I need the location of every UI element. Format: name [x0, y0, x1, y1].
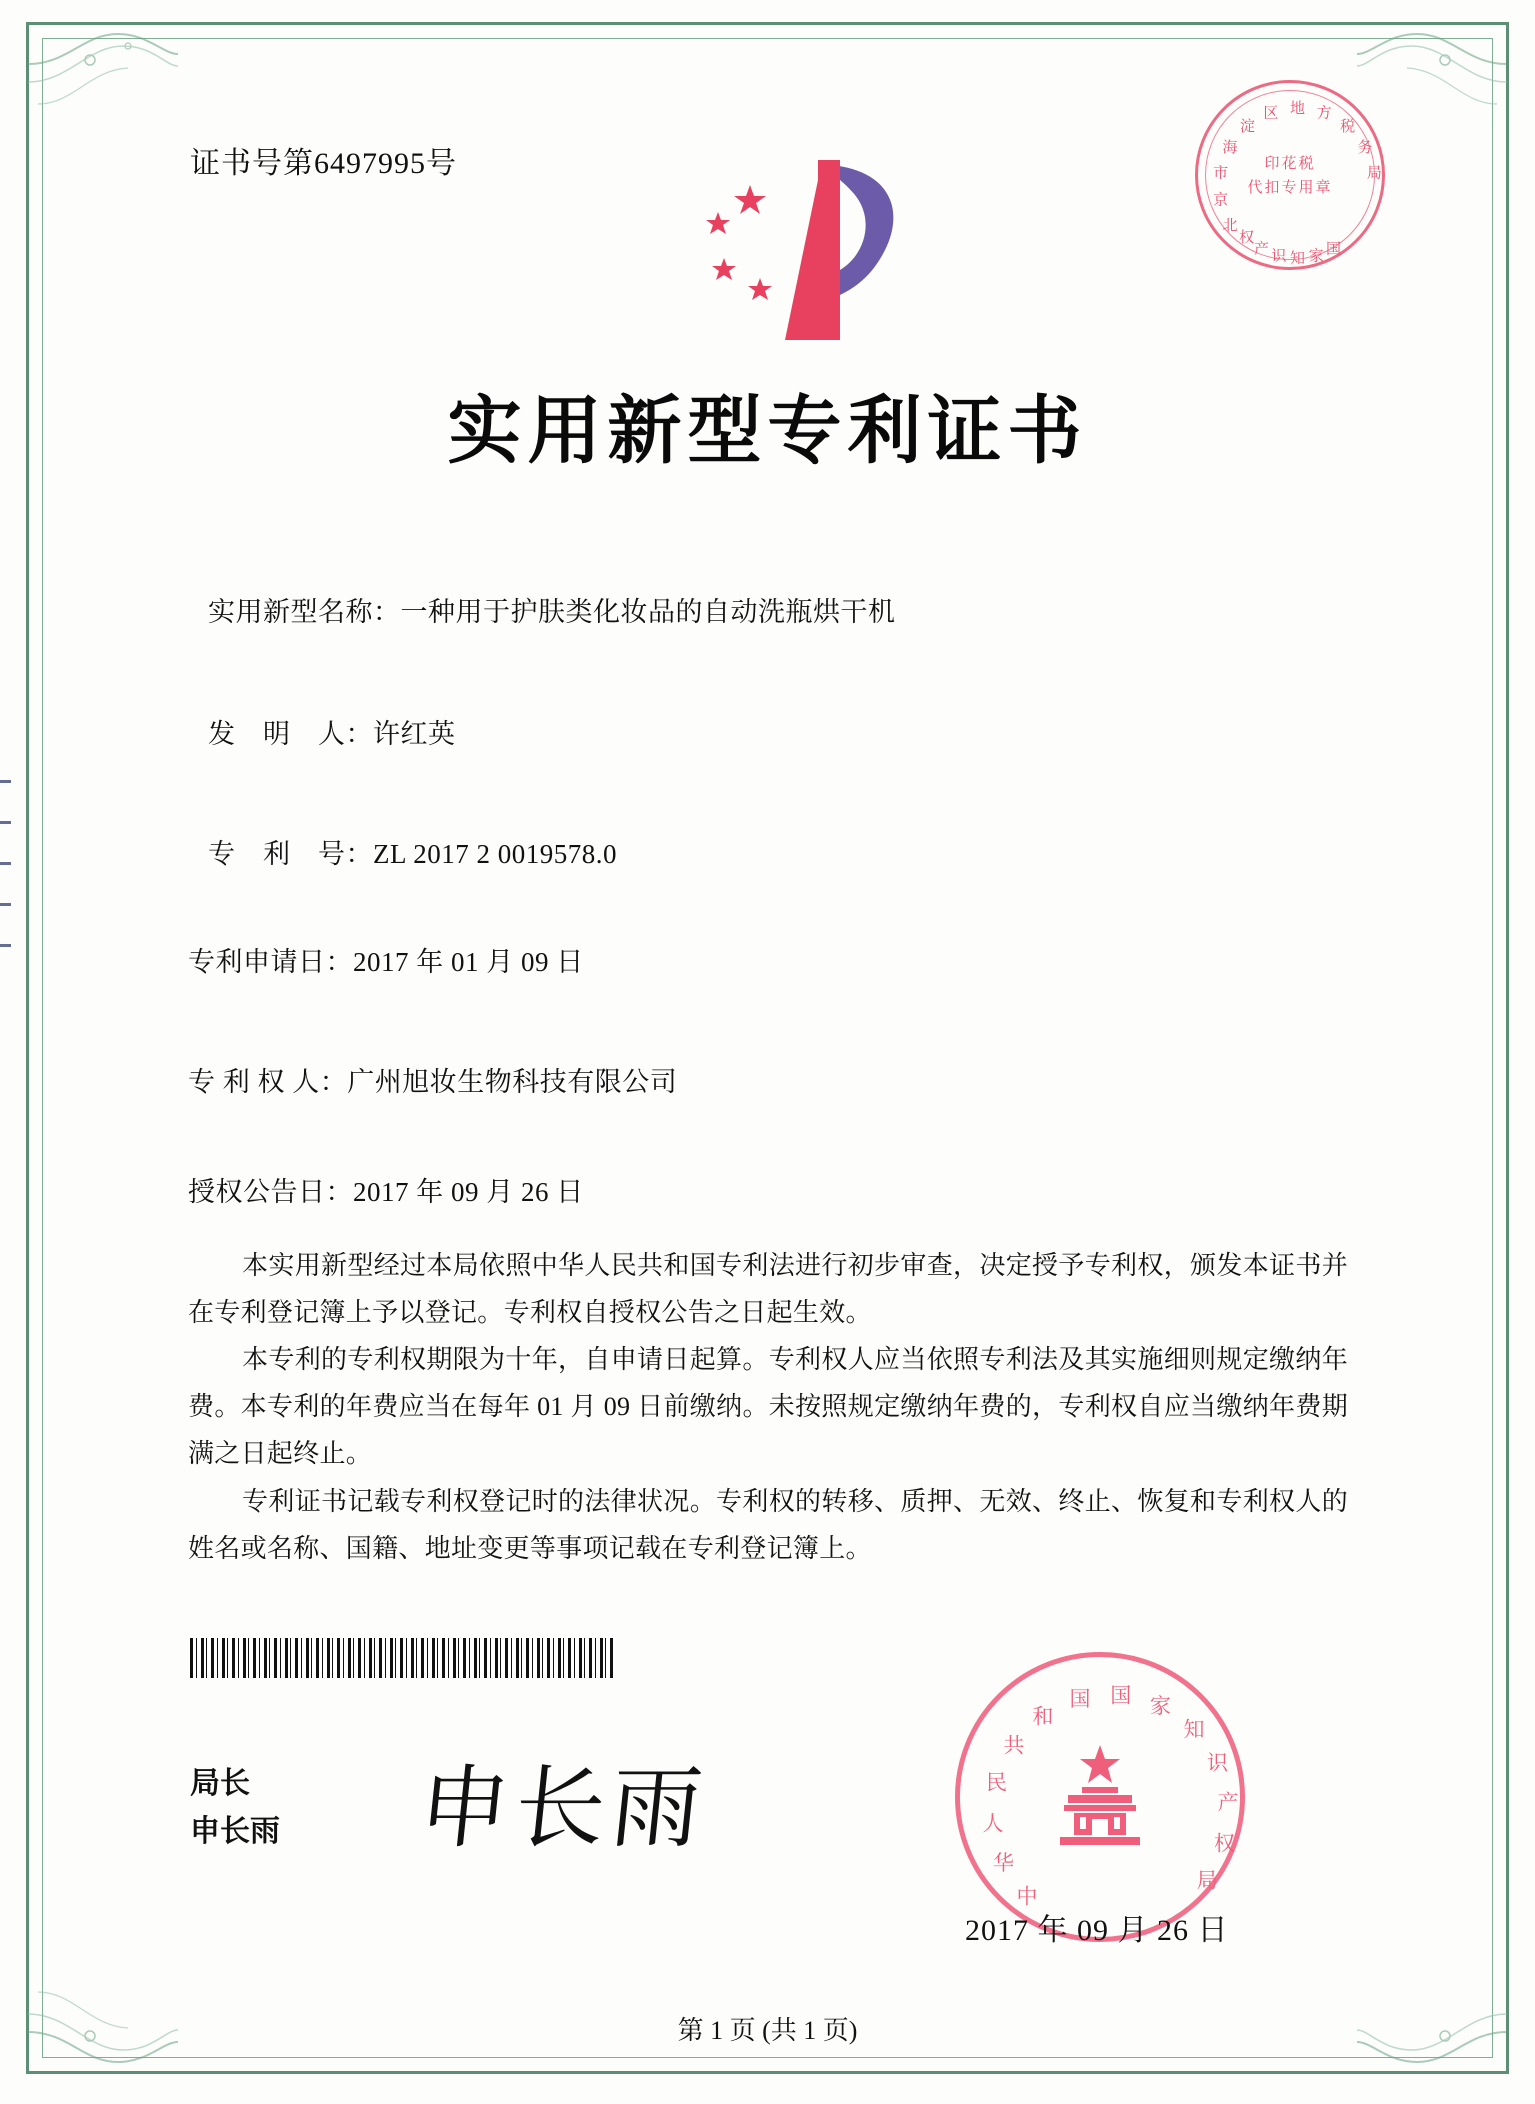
official-seal — [955, 1652, 1245, 1942]
handwritten-signature: 申长雨 — [413, 1756, 713, 1861]
signature-role: 局长 — [190, 1767, 250, 1800]
field-inventor: 发 明 人：许红英 — [208, 719, 456, 749]
field-utility-model-name: 实用新型名称：一种用于护肤类化妆品的自动洗瓶烘干机 — [208, 597, 896, 627]
paragraph-1 — [188, 1242, 1348, 1336]
official-seal-arc-text: 中 华 人 民 共 和 国 国 家 知 识 产 权 局 — [982, 1684, 1239, 1909]
tax-seal-arc-text: 北 京 市 海 淀 区 地 方 税 务 局 国 家 知 识 产 权 — [1213, 100, 1382, 267]
field-application-date: 专利申请日：2017 年 01 月 09 日 — [188, 947, 584, 977]
paragraph-1-text: 本实用新型经过本局依照中华人民共和国专利法进行初步审查，决定授予专利权，颁发本证书并在专利登记簿上予以登记。专利权自授权公告之日起生效。 — [188, 1251, 1348, 1327]
field-patent-number: 专 利 号：ZL 2017 2 0019578.0 — [208, 839, 617, 869]
tax-seal-line2: 代扣专用章 — [1247, 179, 1333, 196]
paragraph-2 — [188, 1336, 1348, 1477]
paragraph-3-text: 专利证书记载专利权登记时的法律状况。专利权的转移、质押、无效、终止、恢复和专利权人的姓名或名称、国籍、地址变更等事项记载在专利登记簿上。 — [188, 1487, 1348, 1563]
certificate-number: 证书号第6497995号 — [190, 147, 457, 180]
page-title: 实用新型专利证书 — [447, 391, 1088, 473]
field-grant-announcement-date: 授权公告日：2017 年 09 月 26 日 — [188, 1177, 584, 1207]
field-patentee: 专 利 权 人：广州旭妆生物科技有限公司 — [188, 1067, 678, 1097]
seal-date: 2017 年 09 月 26 日 — [965, 1914, 1229, 1947]
barcode — [190, 1638, 614, 1678]
national-emblem-icon — [1040, 1737, 1160, 1857]
paragraph-2-text: 本专利的专利权期限为十年，自申请日起算。专利权人应当依照专利法及其实施细则规定缴纳年费。本专利的年费应当在每年 01 月 09 日前缴纳。未按照规定缴纳年费的，专利权自应当缴纳年费期满之日起终止。 — [188, 1345, 1348, 1468]
signature-name: 申长雨 — [190, 1815, 280, 1848]
tax-seal — [1195, 80, 1385, 270]
signature-labels — [190, 1760, 280, 1856]
tax-seal-line1: 印花税 — [1264, 155, 1316, 172]
page-footer: 第 1 页 (共 1 页) — [677, 2016, 858, 2045]
cnipa-logo-icon — [690, 150, 950, 350]
paragraph-3 — [188, 1478, 1348, 1572]
